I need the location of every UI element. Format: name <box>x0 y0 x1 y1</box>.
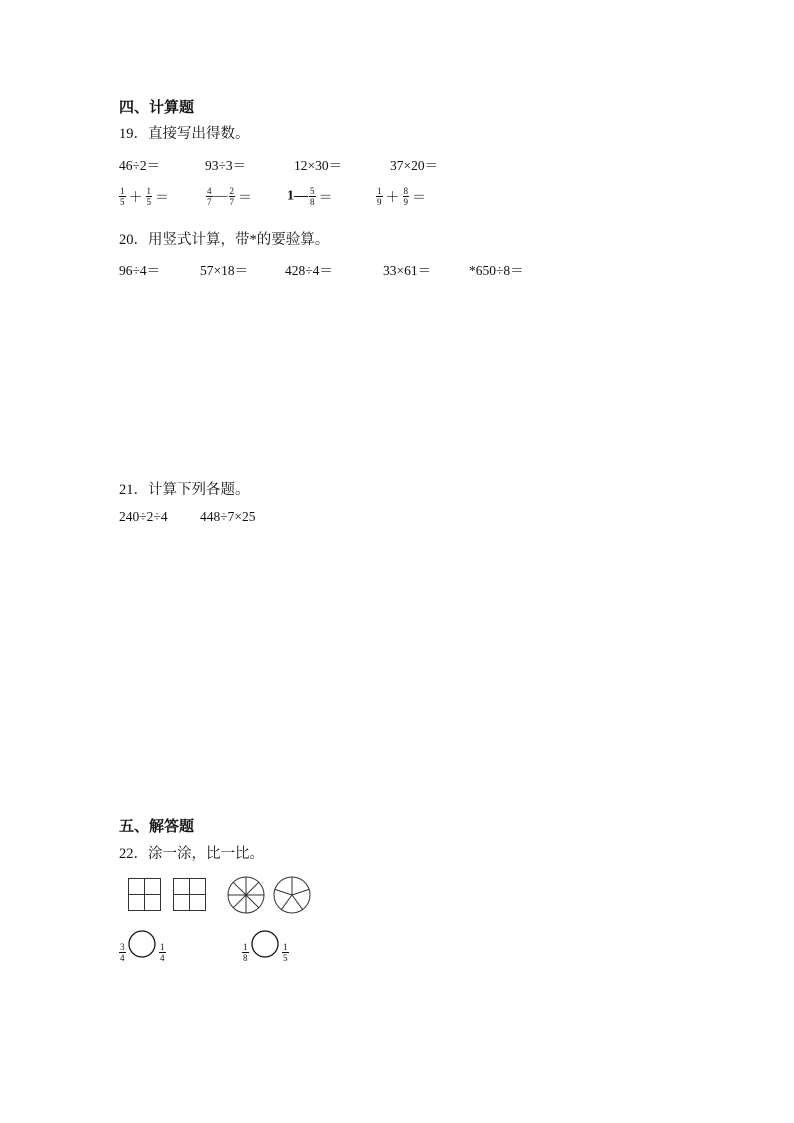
circle-fifths <box>273 876 311 914</box>
square-quarters-1 <box>128 878 162 912</box>
denominator: 5 <box>283 953 288 963</box>
q19-fraction-expr-3 <box>287 186 335 207</box>
denominator: 5 <box>120 197 125 207</box>
denominator: 7 <box>207 197 212 207</box>
fraction <box>309 186 316 207</box>
q19-expr-2: 93÷3＝ <box>205 158 247 173</box>
operator: — <box>213 188 228 204</box>
fraction <box>119 186 126 207</box>
q19-expr-3: 12×30＝ <box>294 158 343 173</box>
fraction <box>206 186 213 207</box>
equals: ＝ <box>412 190 426 206</box>
denominator: 8 <box>243 953 248 963</box>
denominator: 7 <box>229 197 234 207</box>
q19-expr-4: 37×20＝ <box>390 158 439 173</box>
operator: ＋ <box>128 190 143 206</box>
circle-eighths <box>227 876 265 914</box>
equals: ＝ <box>155 190 169 206</box>
fraction <box>376 186 383 207</box>
equals: ＝ <box>318 190 333 206</box>
square-quarters-2 <box>173 878 207 912</box>
denominator: 4 <box>120 953 125 963</box>
numerator: 2 <box>229 186 234 196</box>
q21-expr-1: 240÷2÷4 <box>119 509 168 524</box>
question-21-prompt: 21．计算下列各题。 <box>119 482 250 498</box>
section-heading-answer: 五、解答题 <box>119 819 195 835</box>
q20-expr-5: *650÷8＝ <box>469 263 524 278</box>
fraction <box>229 186 236 207</box>
q19-expr-1: 46÷2＝ <box>119 158 161 173</box>
question-19-prompt: 19．直接写出得数。 <box>119 126 250 142</box>
fraction <box>403 186 410 207</box>
denominator: 8 <box>310 197 315 207</box>
compare1-answer-circle[interactable] <box>128 930 156 958</box>
numerator: 1 <box>377 186 382 196</box>
q20-expr-2: 57×18＝ <box>200 263 249 278</box>
compare1-left-fraction <box>119 942 126 963</box>
compare1-right-fraction <box>159 942 166 963</box>
numerator: 5 <box>310 186 315 196</box>
numerator: 1 <box>146 186 151 196</box>
compare2-left-fraction <box>242 942 249 963</box>
lead-term: 1— <box>287 188 308 204</box>
numerator: 4 <box>207 186 212 196</box>
compare2-answer-circle[interactable] <box>251 930 279 958</box>
section-heading-calculation: 四、计算题 <box>119 100 195 116</box>
q20-expr-4: 33×61＝ <box>383 263 432 278</box>
q21-expr-2: 448÷7×25 <box>200 509 256 524</box>
fraction <box>146 186 153 207</box>
denominator: 9 <box>403 197 408 207</box>
q19-fraction-expr-4 <box>375 186 428 207</box>
equals: ＝ <box>238 190 252 206</box>
denominator: 4 <box>160 953 165 963</box>
question-20-prompt: 20．用竖式计算，带*的要验算。 <box>119 232 330 248</box>
q19-fraction-expr-1 <box>118 186 171 207</box>
numerator: 3 <box>120 942 125 952</box>
q19-fraction-expr-2 <box>205 186 254 207</box>
numerator: 1 <box>283 942 288 952</box>
q20-expr-1: 96÷4＝ <box>119 263 161 278</box>
numerator: 1 <box>120 186 125 196</box>
numerator: 1 <box>243 942 248 952</box>
operator: ＋ <box>385 190 400 206</box>
denominator: 5 <box>146 197 151 207</box>
denominator: 9 <box>377 197 382 207</box>
numerator: 8 <box>403 186 408 196</box>
numerator: 1 <box>160 942 165 952</box>
q20-expr-3: 428÷4＝ <box>285 263 333 278</box>
compare2-right-fraction <box>282 942 289 963</box>
question-22-prompt: 22．涂一涂，比一比。 <box>119 846 264 862</box>
